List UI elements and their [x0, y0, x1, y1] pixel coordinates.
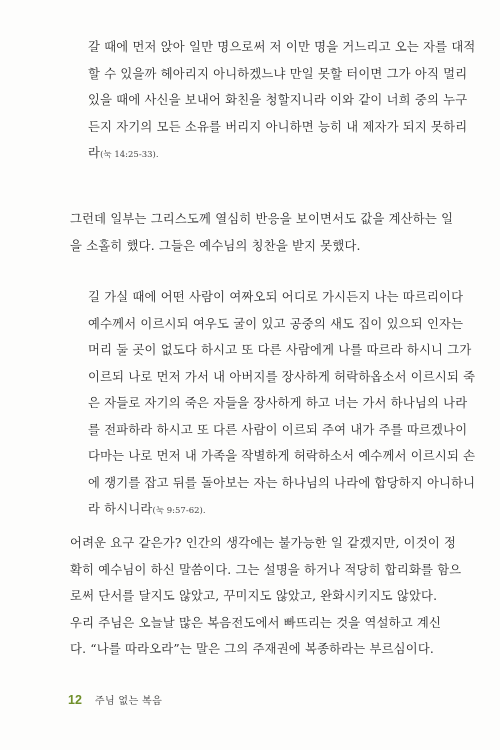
text-line: 예수께서 이르시되 여우도 굴이 있고 공중의 새도 집이 있으되 인자는: [88, 316, 464, 331]
text-line: 은 자들로 자기의 죽은 자들을 장사하게 하고 너는 가서 하나님의 나라: [88, 396, 468, 410]
text-line: 어려운 요구 같은가? 인간의 생각에는 불가능한 일 같겠지만, 이것이 정: [70, 536, 457, 550]
page-footer: [68, 692, 162, 707]
text-line: 을 소홀히 했다. 그들은 예수님의 칭찬을 받지 못했다.: [70, 238, 361, 253]
text-line: [88, 140, 432, 169]
text-line: 길 가실 때에 어떤 사람이 여짜오되 어디로 가시든지 나는 따르리이다: [88, 290, 464, 304]
text-line: 그런데 일부는 그리스도께 열심히 반응을 보이면서도 값을 계산하는 일: [70, 212, 454, 226]
text-line: 있을 때에 사신을 보내어 화친을 청할지니라 이와 같이 너희 중의 누구: [88, 93, 468, 107]
text-line: 갈 때에 먼저 앉아 일만 명으로써 저 이만 명을 거느리고 오는 자를 대적: [88, 40, 476, 54]
running-book-title: 주님 없는 복음: [94, 696, 163, 707]
paragraph-counting-cost: [70, 206, 454, 259]
text-line: 다마는 나로 먼저 내 가족을 작별하게 허락하소서 예수께서 이르시되 손: [88, 449, 476, 463]
text-line: 에 쟁기를 잡고 뒤를 돌아보는 자는 하나님의 나라에 합당하지 아니하니: [88, 475, 476, 490]
text-line: 든지 자기의 모든 소유를 버리지 아니하면 능히 내 제자가 되지 못하리: [88, 119, 468, 134]
text-line: 를 전파하라 하시고 또 다른 사람이 이르되 주여 내가 주를 따르겠나이: [88, 422, 468, 437]
scripture-reference: (눅 9:57-62).: [152, 506, 206, 516]
text-line: 머리 둘 곳이 없도다 하시고 또 다른 사람에게 나를 따르라 하시니 그가: [88, 343, 472, 357]
text-fragment: 라 하시니라: [88, 502, 153, 516]
paragraph-hard-demand: [70, 530, 462, 663]
page-number: 12: [68, 693, 82, 707]
text-line: 로써 단서를 달지도 않았고, 꾸미지도 않았고, 완화시키지도 않았다.: [70, 589, 438, 603]
scripture-quote-luke-14: [88, 34, 476, 169]
text-fragment: 라: [88, 146, 101, 160]
text-line: 이르되 나로 먼저 가서 내 아버지를 장사하게 허락하옵소서 이르시되 죽: [88, 369, 476, 384]
text-line: 우리 주님은 오늘날 많은 복음전도에서 빠뜨리는 것을 역설하고 계신: [70, 615, 442, 630]
scripture-reference: (눅 14:25-33).: [100, 150, 159, 160]
text-line: 확히 예수님이 하신 말씀이다. 그는 설명을 하거나 적당히 합리화를 함으: [70, 562, 462, 577]
text-line: 다. “나를 따라오라”는 말은 그의 주재권에 복종하라는 부르심이다.: [70, 642, 435, 656]
scripture-quote-luke-9: [88, 284, 476, 525]
text-line: [88, 496, 432, 525]
text-line: 할 수 있을까 헤아리지 아니하겠느냐 만일 못할 터이면 그가 아직 멀리: [88, 66, 468, 81]
